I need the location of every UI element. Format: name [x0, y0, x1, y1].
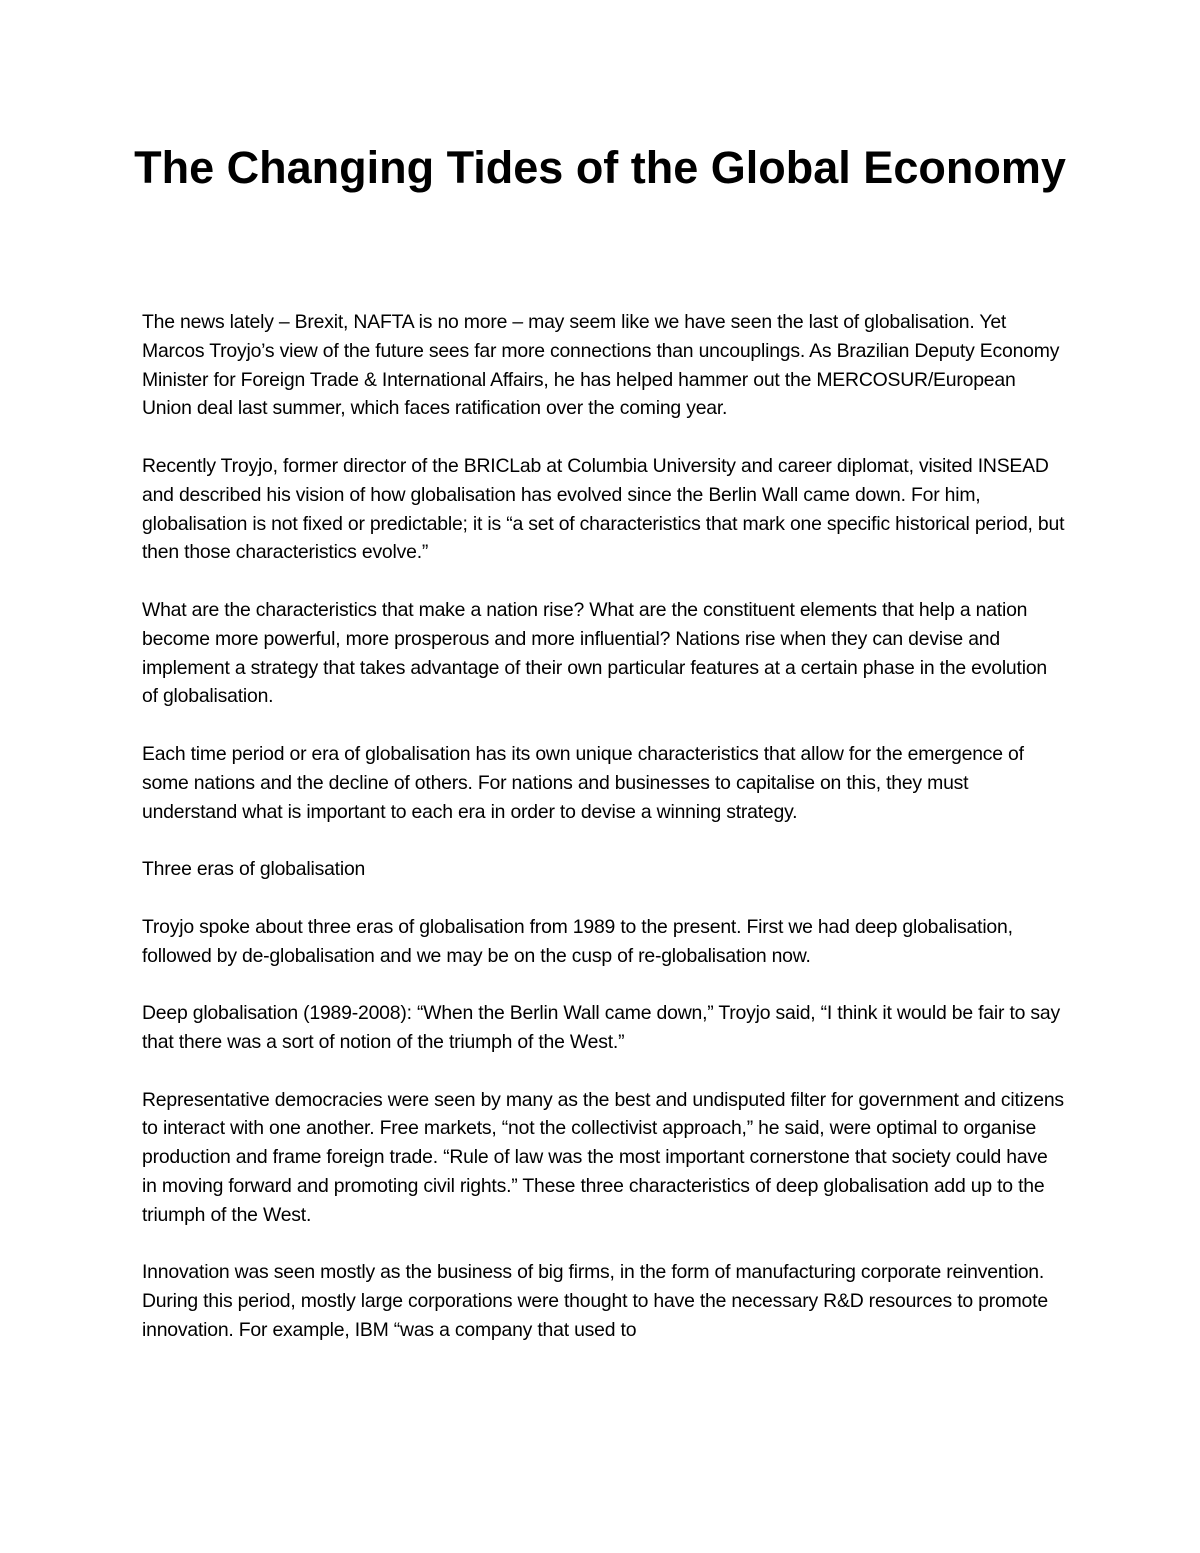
document-body [142, 308, 1067, 1373]
document-title: The Changing Tides of the Global Economy [134, 142, 1066, 193]
paragraph: Deep globalisation (1989-2008): “When the Berlin Wall came down,” Troyjo said, “I think it would be fair to say that there was a sort of notion of the triumph of the West.” [142, 1002, 1060, 1053]
paragraph: Innovation was seen mostly as the business of big firms, in the form of manufacturing corporate reinvention. During this period, mostly large corporations were thought to have the necessary R&D resources to promote innovation. For example, IBM “was a company that used to [142, 1261, 1048, 1341]
paragraph: Troyjo spoke about three eras of globalisation from 1989 to the present. First we had deep globalisation, followed by de-globalisation and we may be on the cusp of re-globalisation now. [142, 915, 1013, 967]
paragraph: The news lately – Brexit, NAFTA is no more – may seem like we have seen the last of globalisation. Yet Marcos Troyjo’s view of the future sees far more connections than uncouplings. As Brazilian Deputy Economy Minister for Foreign Trade & International Affairs, he has helped hammer out the MERCOSUR/European Union deal last summer, which faces ratification over the coming year. [142, 311, 1060, 420]
paragraph: What are the characteristics that make a nation rise? What are the constituent elements that help a nation become more powerful, more prosperous and more influential? Nations rise when they can devise and implement a strategy that takes advantage of their own particular features at a certain phase in the evolution of globalisation. [142, 598, 1047, 708]
paragraph: Each time period or era of globalisation has its own unique characteristics that allow for the emergence of some nations and the decline of others. For nations and businesses to capitalise on this, they must understand what is important to each era in order to devise a winning strategy. [142, 742, 1024, 823]
paragraph: Representative democracies were seen by many as the best and undisputed filter for government and citizens to interact with one another. Free markets, “not the collectivist approach,” he said, were optimal to organise production and frame foreign trade. “Rule of law was the most important cornerstone that society could have in moving forward and promoting civil rights.” These three characteristics of deep globalisation add up to the triumph of the West. [142, 1088, 1064, 1226]
section-heading: Three eras of globalisation [142, 858, 366, 881]
paragraph: Recently Troyjo, former director of the BRICLab at Columbia University and career diplomat, visited INSEAD and described his vision of how globalisation has evolved since the Berlin Wall came down. For him, globalisation is not fixed or predictable; it is “a set of characteristics that mark one specific historical period, but then those characteristics evolve.” [142, 454, 1065, 564]
